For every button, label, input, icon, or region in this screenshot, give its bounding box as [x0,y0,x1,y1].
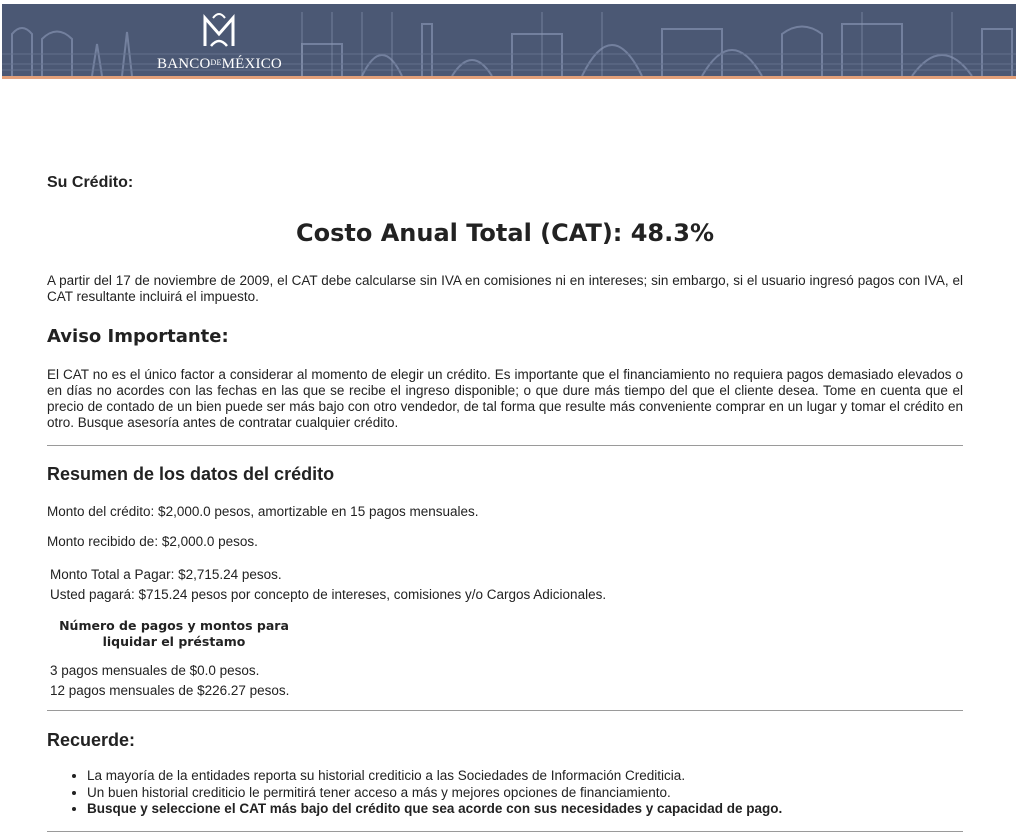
divider-1 [47,445,963,446]
monto-credito: Monto del crédito: $2,000.0 pesos, amortizable en 15 pagos mensuales. [47,504,479,519]
logo-wordmark: $BANCO^{DE}MÉXICO$ [157,56,282,72]
aviso-heading: Aviso Importante: [47,326,229,347]
aviso-text: El CAT no es el único factor a considerar al momento de elegir un crédito. Es importante que el financiamiento no requiera pagos demasiado elevados o en días no acordes con las fechas en las que se recibe el ingreso disponible; o que dure más tiempo del que el cliente desea. Tome en cuenta que el precio de contado de un bien puede ser más bajo con otro vendedor, de tal forma que resulte más conveniente comprar en un lugar y tomar el crédito en otro. Busque asesoría antes de contratar cualquier crédito. [47,367,963,430]
banxico-emblem-icon [199,12,239,50]
list-item: • La mayoría de la entidades reporta su historial crediticio a las Sociedades de Información Crediticia. [87,768,782,785]
resumen-heading: Resumen de los datos del crédito [47,464,335,484]
list-item: • Busque y seleccione el CAT más bajo del crédito que sea acorde con sus necesidades y capacidad de pago. [87,801,782,818]
recuerde-list [47,768,782,818]
divider-2 [47,710,963,711]
payment-row: 3 pagos mensuales de $0.0 pesos. [50,663,260,678]
su-credito-heading: Su Crédito: [47,174,134,191]
list-item: • Un buen historial crediticio le permitirá tener acceso a más y mejores opciones de financiamiento. [87,785,782,802]
recuerde-heading: Recuerde: [47,730,136,750]
banxico-logo[interactable] [157,12,282,76]
usted-pagara: Usted pagará: $715.24 pesos por concepto de intereses, comisiones y/o Cargos Adicionales. [50,587,607,602]
divider-3 [47,831,963,832]
cat-title: Costo Anual Total (CAT): 48.3% [296,219,714,247]
iva-note: A partir del 17 de noviembre de 2009, el CAT debe calcularse sin IVA en comisiones ni en intereses; sin embargo, si el usuario ingresó pagos con IVA, el CAT resultante incluirá el impuesto. [47,273,963,304]
payments-table-caption: Número de pagos y montos para liquidar el préstamo [59,618,289,649]
banner-architecture-illustration [2,4,1016,76]
monto-recibido: Monto recibido de: $2,000.0 pesos. [47,534,258,549]
header-banner [2,4,1016,76]
banner-divider [2,76,1016,79]
monto-total: Monto Total a Pagar: $2,715.24 pesos. [50,567,282,582]
payment-row: 12 pagos mensuales de $226.27 pesos. [50,683,290,698]
